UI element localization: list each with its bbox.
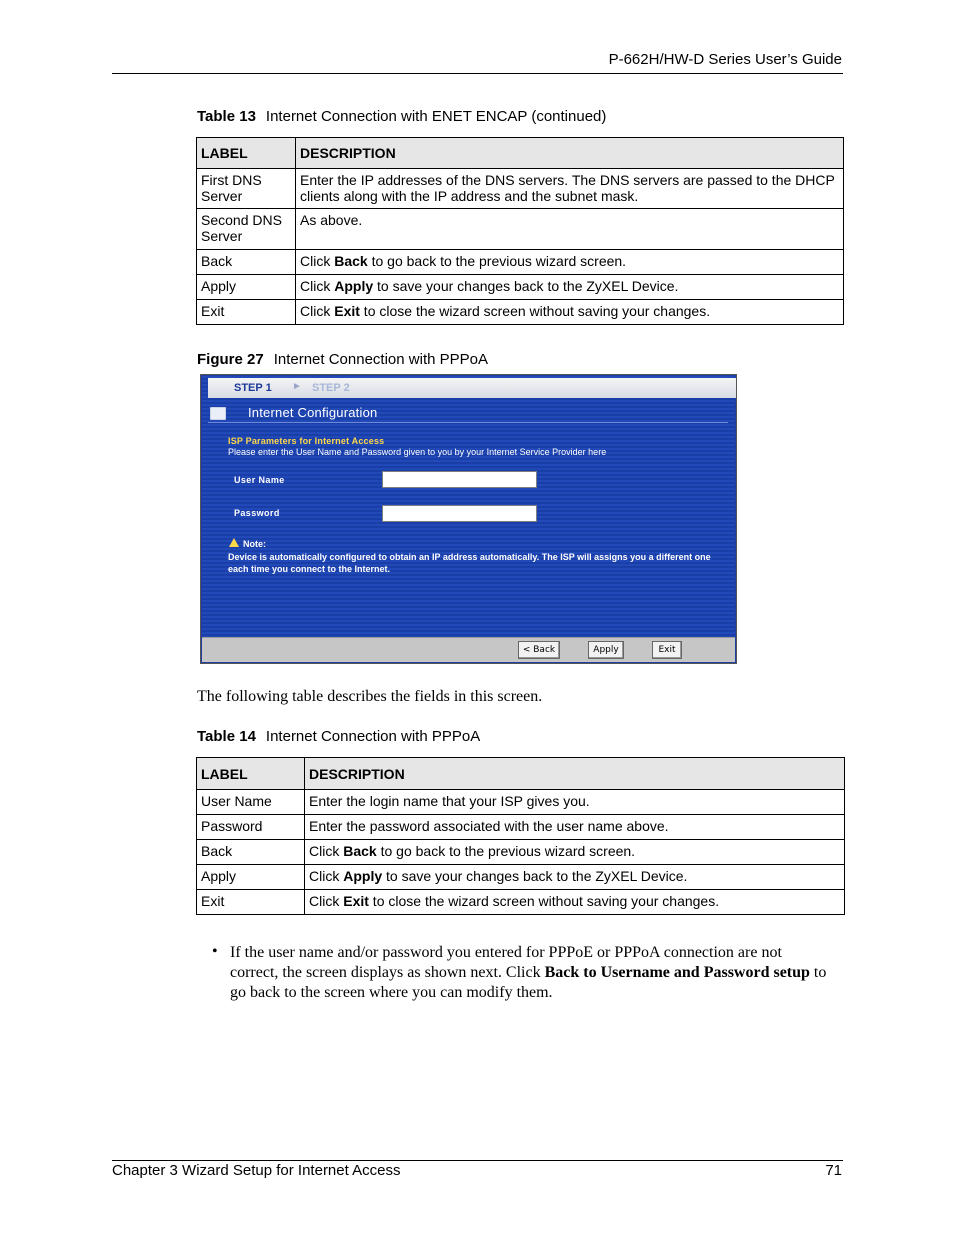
table14-caption-num: Table 14 [197,728,256,745]
row-label: Second DNS Server [197,209,296,250]
desc-text: to go back to the previous wizard screen. [376,843,636,859]
button-bar [202,637,735,662]
desc-text: to close the wizard screen without saving your changes. [359,303,711,319]
table14-header-label: LABEL [197,758,305,790]
pppoa-wizard-screenshot [200,374,737,664]
desc-bold: Exit [334,303,360,319]
row-label: Exit [197,300,296,325]
note-text: Device is automatically configured to obtain an IP address automatically. The ISP will assigns you a different one each time you connect to the Internet. [228,552,711,574]
table-row [197,865,845,890]
row-description [296,275,844,300]
figure27-caption-num: Figure 27 [197,351,264,368]
table13-header-description: DESCRIPTION [296,138,844,169]
folder-icon [210,407,226,420]
step-1-tab[interactable]: STEP 1 [234,382,272,394]
table-row [197,300,844,325]
desc-text: Click [300,303,335,319]
user-name-label: User Name [234,475,285,485]
password-input[interactable] [382,505,537,522]
table14-caption [197,728,480,745]
desc-text: to save your changes back to the ZyXEL Device. [382,868,688,884]
row-label: User Name [197,790,305,815]
row-description [305,840,845,865]
isp-parameters-description: Please enter the User Name and Password given to you by your Internet Service Provider here [228,447,607,457]
bullet-text-end: to go back to the screen where you can modify them. [230,964,827,1001]
row-description [296,300,844,325]
desc-text: Click [309,868,344,884]
row-label: Back [197,250,296,275]
row-description [305,815,845,840]
table-row [197,890,845,915]
desc-text: to save your changes back to the ZyXEL Device. [373,278,679,294]
desc-bold: Apply [343,868,383,884]
table13-header-label: LABEL [197,138,296,169]
desc-text: Enter the password associated with the user name above. [309,818,669,834]
bullet-bold-link-text: Back to Username and Password setup [544,964,810,981]
figure27-caption-text: Internet Connection with PPPoA [273,351,488,368]
table13 [196,137,844,325]
desc-text: Click [309,843,344,859]
header-rule [112,73,843,74]
row-description [305,890,845,915]
table14-caption-text: Internet Connection with PPPoA [265,728,481,745]
intro-paragraph: The following table describes the fields in this screen. [197,688,543,705]
row-description [305,790,845,815]
row-description [296,209,844,250]
table-row [197,840,845,865]
step-arrow-icon: ► [292,381,302,392]
table-row [197,209,844,250]
exit-button[interactable]: Exit [652,641,682,659]
apply-button[interactable]: Apply [588,641,624,659]
row-description [305,865,845,890]
page-number: 71 [825,1162,842,1179]
bullet-icon: • [212,943,218,960]
row-description [296,250,844,275]
row-label: Apply [197,275,296,300]
wizard-panel [202,376,735,637]
footer-chapter: Chapter 3 Wizard Setup for Internet Access [112,1162,401,1179]
wizard-title: Internet Configuration [248,405,378,420]
row-label: Back [197,840,305,865]
desc-bold: Apply [334,278,374,294]
desc-text: Enter the IP addresses of the DNS servers. The DNS servers are passed to the DHCP clients along with the IP address and the subnet mask. [300,172,835,204]
table-row [197,250,844,275]
password-label: Password [234,508,280,518]
table-row [197,790,845,815]
running-header: P-662H/HW-D Series User’s Guide [608,51,842,68]
row-label: Password [197,815,305,840]
desc-text: Click [300,253,335,269]
table-row [197,815,845,840]
row-label: Apply [197,865,305,890]
desc-text: to go back to the previous wizard screen. [367,253,627,269]
row-label: First DNS Server [197,169,296,209]
row-label: Exit [197,890,305,915]
note-heading: Note: [243,539,266,549]
back-button[interactable]: < Back [518,641,560,659]
table-row [197,169,844,209]
step-bar [208,378,736,398]
table14-header-description: DESCRIPTION [305,758,845,790]
table13-caption-text: Internet Connection with ENET ENCAP (continued) [265,108,607,125]
table-row [197,275,844,300]
figure27-caption [197,351,488,368]
table14 [196,757,845,915]
bullet-text: If the user name and/or password you entered for PPPoE or PPPoA connection are not correct, the screen displays as shown next. Click [230,944,782,981]
bullet-paragraph [230,943,830,1003]
desc-text: Enter the login name that your ISP gives you. [309,793,590,809]
desc-text: to close the wizard screen without saving your changes. [368,893,720,909]
table13-caption [197,108,606,125]
user-name-input[interactable] [382,471,537,488]
row-description [296,169,844,209]
desc-text: Click [309,893,344,909]
desc-text: As above. [300,212,363,228]
title-divider [208,422,728,423]
table13-caption-num: Table 13 [197,108,256,125]
desc-bold: Exit [343,893,369,909]
desc-bold: Back [343,843,377,859]
desc-bold: Back [334,253,368,269]
step-2-tab[interactable]: STEP 2 [312,382,350,394]
warning-icon [229,538,239,547]
desc-text: Click [300,278,335,294]
isp-parameters-heading: ISP Parameters for Internet Access [228,436,385,446]
footer-rule [112,1160,843,1161]
